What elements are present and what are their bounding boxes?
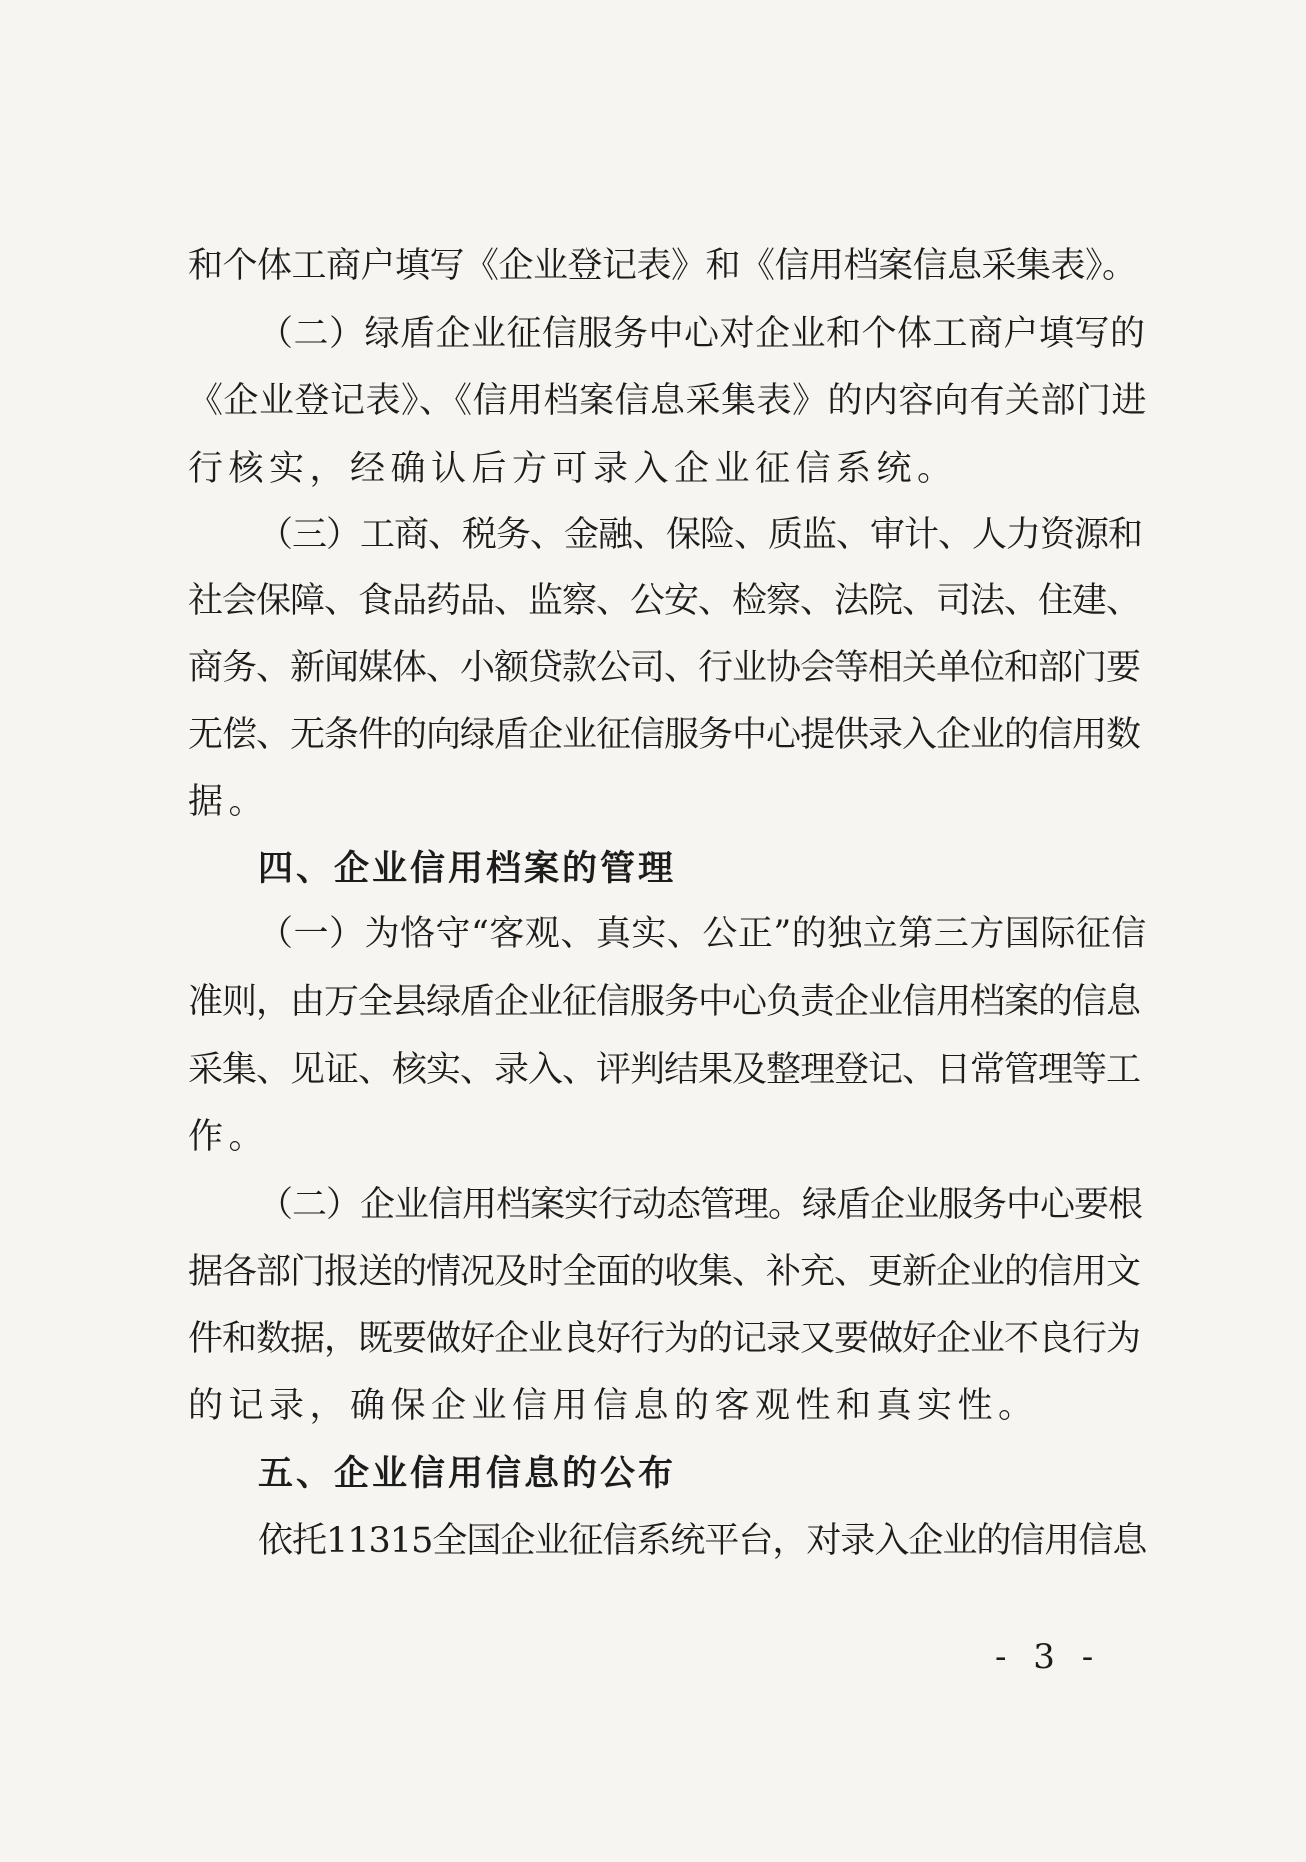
page-number: - 3 -	[995, 1637, 1102, 1677]
text-line: 据。	[188, 782, 270, 822]
text-line: 社会保障、食品药品、监察、公安、检察、法院、司法、住建、	[188, 581, 1141, 621]
text-line: （二）企业信用档案实行动态管理。绿盾企业服务中心要根	[258, 1185, 1143, 1225]
text-line: （二）绿盾企业征信服务中心对企业和个体工商户填写的	[258, 314, 1146, 354]
text-line: 行核实，经确认后方可录入企业征信系统。	[188, 449, 958, 489]
section-heading: 五、企业信用信息的公布	[258, 1454, 677, 1494]
text-line: 《企业登记表》、《信用档案信息采集表》的内容向有关部门进	[188, 381, 1148, 421]
text-line: 商务、新闻媒体、小额贷款公司、行业协会等相关单位和部门要	[188, 648, 1141, 688]
text-line: 无偿、无条件的向绿盾企业征信服务中心提供录入企业的信用数	[188, 715, 1141, 755]
text-line: （三）工商、税务、金融、保险、质监、审计、人力资源和	[258, 515, 1143, 555]
text-line: 作。	[188, 1117, 270, 1157]
text-line: 采集、见证、核实、录入、评判结果及整理登记、日常管理等工	[188, 1050, 1141, 1090]
text-line: 依托11315全国企业征信系统平台，对录入企业的信用信息	[258, 1521, 1147, 1561]
text-line: 据各部门报送的情况及时全面的收集、补充、更新企业的信用文	[188, 1252, 1141, 1292]
text-line: （一）为恪守“客观、真实、公正”的独立第三方国际征信	[258, 914, 1147, 954]
text-line: 的记录，确保企业信用信息的客观性和真实性。	[188, 1386, 1039, 1426]
section-heading: 四、企业信用档案的管理	[258, 849, 677, 889]
text-line: 件和数据，既要做好企业良好行为的记录又要做好企业不良行为	[188, 1319, 1141, 1359]
text-line: 准则，由万全县绿盾企业征信服务中心负责企业信用档案的信息	[188, 982, 1141, 1022]
text-line: 和个体工商户填写《企业登记表》和《信用档案信息采集表》。	[188, 246, 1137, 286]
